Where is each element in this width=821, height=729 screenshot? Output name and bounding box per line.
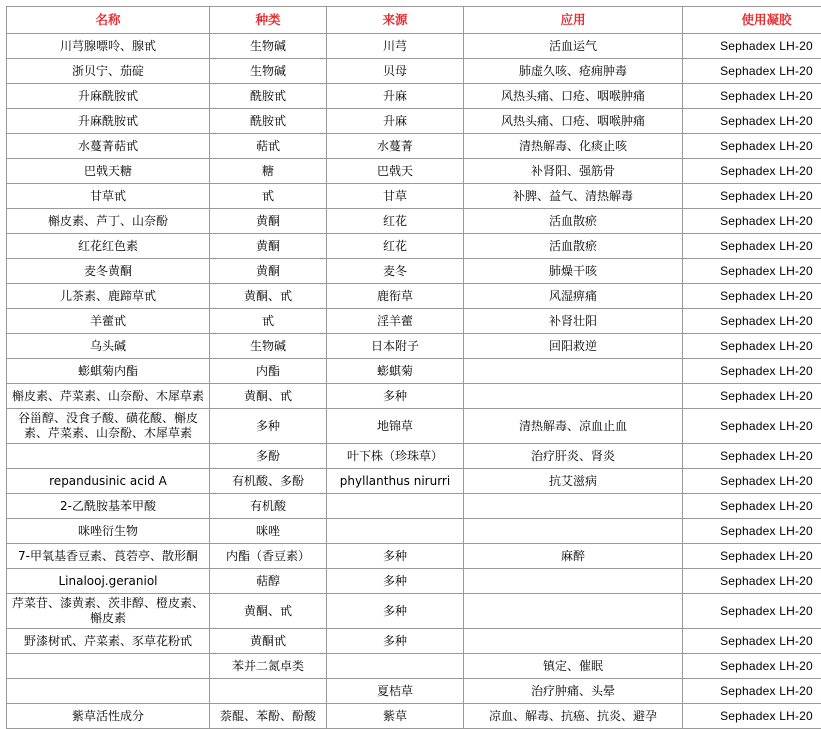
cell-name: 7-甲氧基香豆素、莨菪亭、散形酮: [7, 544, 210, 569]
cell-name: 谷甾醇、没食子酸、磺花酸、槲皮素、芹菜素、山奈酚、木犀草素: [7, 409, 210, 444]
cell-source: 多种: [327, 384, 464, 409]
cell-use: 回阳救逆: [464, 334, 683, 359]
cell-kind: 黄酮、甙: [210, 384, 327, 409]
cell-source: 蟛蜞菊: [327, 359, 464, 384]
cell-gel: Sephadex LH-20: [683, 359, 821, 384]
cell-source: 夏桔草: [327, 679, 464, 704]
cell-source: [327, 654, 464, 679]
table-row: [7, 184, 821, 209]
cell-name: 乌头碱: [7, 334, 210, 359]
cell-name: repandusinic acid A: [7, 469, 210, 494]
cell-source: 巴戟天: [327, 159, 464, 184]
cell-name: 槲皮素、芹菜素、山奈酚、木犀草素: [7, 384, 210, 409]
cell-source: [327, 519, 464, 544]
cell-use: 风热头痛、口疮、咽喉肿痛: [464, 84, 683, 109]
cell-use: 风热头痛、口疮、咽喉肿痛: [464, 109, 683, 134]
column-header-kind: 种类: [210, 7, 327, 34]
cell-kind: 有机酸、多酚: [210, 469, 327, 494]
cell-gel: Sephadex LH-20: [683, 159, 821, 184]
cell-kind: 糖: [210, 159, 327, 184]
cell-source: 贝母: [327, 59, 464, 84]
cell-gel: Sephadex LH-20: [683, 334, 821, 359]
cell-kind: 萜醇: [210, 569, 327, 594]
cell-gel: Sephadex LH-20: [683, 134, 821, 159]
cell-source: phyllanthus nirurri: [327, 469, 464, 494]
cell-name: 甘草甙: [7, 184, 210, 209]
cell-gel: Sephadex LH-20: [683, 184, 821, 209]
table-row: [7, 594, 821, 629]
table-row: [7, 629, 821, 654]
cell-kind: 萜甙: [210, 134, 327, 159]
cell-gel: Sephadex LH-20: [683, 679, 821, 704]
table-row: [7, 59, 821, 84]
table-row: [7, 569, 821, 594]
cell-source: 多种: [327, 544, 464, 569]
cell-kind: 内酯（香豆素）: [210, 544, 327, 569]
cell-use: 治疗肝炎、肾炎: [464, 444, 683, 469]
cell-name: [7, 679, 210, 704]
cell-source: 多种: [327, 594, 464, 629]
cell-gel: Sephadex LH-20: [683, 594, 821, 629]
compounds-table: [6, 6, 821, 729]
cell-gel: Sephadex LH-20: [683, 494, 821, 519]
table-row: [7, 84, 821, 109]
cell-gel: Sephadex LH-20: [683, 519, 821, 544]
cell-name: 儿茶素、鹿蹄草甙: [7, 284, 210, 309]
cell-kind: 生物碱: [210, 34, 327, 59]
table-row: [7, 384, 821, 409]
table-row: [7, 469, 821, 494]
cell-source: 红花: [327, 234, 464, 259]
cell-kind: 黄酮: [210, 259, 327, 284]
cell-name: 咪唑衍生物: [7, 519, 210, 544]
table-row: [7, 209, 821, 234]
cell-kind: 苯并二氮卓类: [210, 654, 327, 679]
table-row: [7, 359, 821, 384]
cell-name: 槲皮素、芦丁、山奈酚: [7, 209, 210, 234]
cell-source: 升麻: [327, 84, 464, 109]
cell-kind: 黄酮: [210, 234, 327, 259]
cell-use: 抗艾滋病: [464, 469, 683, 494]
cell-kind: 酰胺甙: [210, 109, 327, 134]
cell-name: 野漆树甙、芹菜素、豕草花粉甙: [7, 629, 210, 654]
table-row: [7, 134, 821, 159]
cell-kind: 甙: [210, 309, 327, 334]
cell-gel: Sephadex LH-20: [683, 209, 821, 234]
cell-use: 凉血、解毒、抗癌、抗炎、避孕: [464, 704, 683, 729]
cell-kind: 甙: [210, 184, 327, 209]
table-row: [7, 704, 821, 729]
cell-name: 红花红色素: [7, 234, 210, 259]
cell-gel: Sephadex LH-20: [683, 109, 821, 134]
cell-use: 补肾壮阳: [464, 309, 683, 334]
cell-kind: [210, 679, 327, 704]
cell-name: 蟛蜞菊内酯: [7, 359, 210, 384]
table-row: [7, 444, 821, 469]
table-row: [7, 334, 821, 359]
table-row: [7, 109, 821, 134]
cell-gel: Sephadex LH-20: [683, 84, 821, 109]
cell-use: [464, 569, 683, 594]
cell-source: 川芎: [327, 34, 464, 59]
cell-kind: 黄酮、甙: [210, 284, 327, 309]
cell-use: [464, 629, 683, 654]
cell-gel: Sephadex LH-20: [683, 309, 821, 334]
cell-name: 芹菜苷、漆黄素、茨非醇、橙皮素、槲皮素: [7, 594, 210, 629]
column-header-name: 名称: [7, 7, 210, 34]
cell-name: 2-乙酰胺基苯甲酸: [7, 494, 210, 519]
cell-gel: Sephadex LH-20: [683, 234, 821, 259]
table-row: [7, 494, 821, 519]
cell-source: 日本附子: [327, 334, 464, 359]
cell-kind: 黄酮、甙: [210, 594, 327, 629]
cell-source: 地锦草: [327, 409, 464, 444]
cell-source: 升麻: [327, 109, 464, 134]
table-row: [7, 284, 821, 309]
cell-name: 羊藿甙: [7, 309, 210, 334]
cell-use: [464, 494, 683, 519]
cell-use: 活血运气: [464, 34, 683, 59]
column-header-source: 来源: [327, 7, 464, 34]
cell-use: 清热解毒、凉血止血: [464, 409, 683, 444]
cell-use: 麻醉: [464, 544, 683, 569]
table-row: [7, 234, 821, 259]
cell-gel: Sephadex LH-20: [683, 654, 821, 679]
table-row: [7, 159, 821, 184]
cell-use: 镇定、催眠: [464, 654, 683, 679]
table-row: [7, 679, 821, 704]
cell-use: 清热解毒、化痰止咳: [464, 134, 683, 159]
cell-kind: 黄酮甙: [210, 629, 327, 654]
table-row: [7, 259, 821, 284]
cell-kind: 有机酸: [210, 494, 327, 519]
cell-source: 紫草: [327, 704, 464, 729]
cell-name: 水蔓菁萜甙: [7, 134, 210, 159]
table-row: [7, 34, 821, 59]
cell-source: 叶下株（珍珠草）: [327, 444, 464, 469]
table-row: [7, 309, 821, 334]
cell-use: 风湿痹痛: [464, 284, 683, 309]
cell-use: [464, 594, 683, 629]
cell-kind: 黄酮: [210, 209, 327, 234]
cell-name: 升麻酰胺甙: [7, 84, 210, 109]
cell-kind: 酰胺甙: [210, 84, 327, 109]
table-header-row: [7, 7, 821, 34]
cell-source: 麦冬: [327, 259, 464, 284]
cell-gel: Sephadex LH-20: [683, 384, 821, 409]
cell-name: 川芎腺嘌呤、腺甙: [7, 34, 210, 59]
cell-name: Linalooj.geraniol: [7, 569, 210, 594]
cell-source: 淫羊藿: [327, 309, 464, 334]
cell-source: 鹿衔草: [327, 284, 464, 309]
cell-gel: Sephadex LH-20: [683, 444, 821, 469]
cell-kind: 生物碱: [210, 59, 327, 84]
cell-name: 巴戟天糖: [7, 159, 210, 184]
cell-kind: 生物碱: [210, 334, 327, 359]
cell-gel: Sephadex LH-20: [683, 569, 821, 594]
cell-gel: Sephadex LH-20: [683, 259, 821, 284]
cell-gel: Sephadex LH-20: [683, 704, 821, 729]
column-header-gel: 使用凝胶: [683, 7, 821, 34]
table-row: [7, 544, 821, 569]
cell-source: 多种: [327, 629, 464, 654]
cell-kind: 内酯: [210, 359, 327, 384]
cell-use: [464, 519, 683, 544]
cell-source: 多种: [327, 569, 464, 594]
cell-name: 麦冬黄酮: [7, 259, 210, 284]
cell-gel: Sephadex LH-20: [683, 409, 821, 444]
cell-kind: 咪唑: [210, 519, 327, 544]
cell-use: 活血散瘀: [464, 209, 683, 234]
cell-kind: 萘醌、苯酚、酚酸: [210, 704, 327, 729]
cell-source: 红花: [327, 209, 464, 234]
table-body: [7, 34, 821, 729]
cell-use: 补肾阳、强筋骨: [464, 159, 683, 184]
cell-name: 紫草活性成分: [7, 704, 210, 729]
cell-name: [7, 444, 210, 469]
cell-use: 活血散瘀: [464, 234, 683, 259]
cell-gel: Sephadex LH-20: [683, 284, 821, 309]
cell-use: [464, 384, 683, 409]
cell-kind: 多酚: [210, 444, 327, 469]
table-row: [7, 654, 821, 679]
cell-gel: Sephadex LH-20: [683, 59, 821, 84]
cell-gel: Sephadex LH-20: [683, 469, 821, 494]
cell-use: [464, 359, 683, 384]
cell-gel: Sephadex LH-20: [683, 34, 821, 59]
cell-source: 水蔓菁: [327, 134, 464, 159]
cell-source: [327, 494, 464, 519]
cell-use: 治疗肿痛、头晕: [464, 679, 683, 704]
cell-use: 补脾、益气、清热解毒: [464, 184, 683, 209]
table-header: [7, 7, 821, 34]
cell-use: 肺虚久咳、疮痈肿毒: [464, 59, 683, 84]
cell-use: 肺燥干咳: [464, 259, 683, 284]
cell-name: 浙贝宁、茄碇: [7, 59, 210, 84]
cell-name: [7, 654, 210, 679]
table-row: [7, 519, 821, 544]
cell-name: 升麻酰胺甙: [7, 109, 210, 134]
table-row: [7, 409, 821, 444]
cell-gel: Sephadex LH-20: [683, 629, 821, 654]
column-header-use: 应用: [464, 7, 683, 34]
cell-source: 甘草: [327, 184, 464, 209]
cell-kind: 多种: [210, 409, 327, 444]
cell-gel: Sephadex LH-20: [683, 544, 821, 569]
